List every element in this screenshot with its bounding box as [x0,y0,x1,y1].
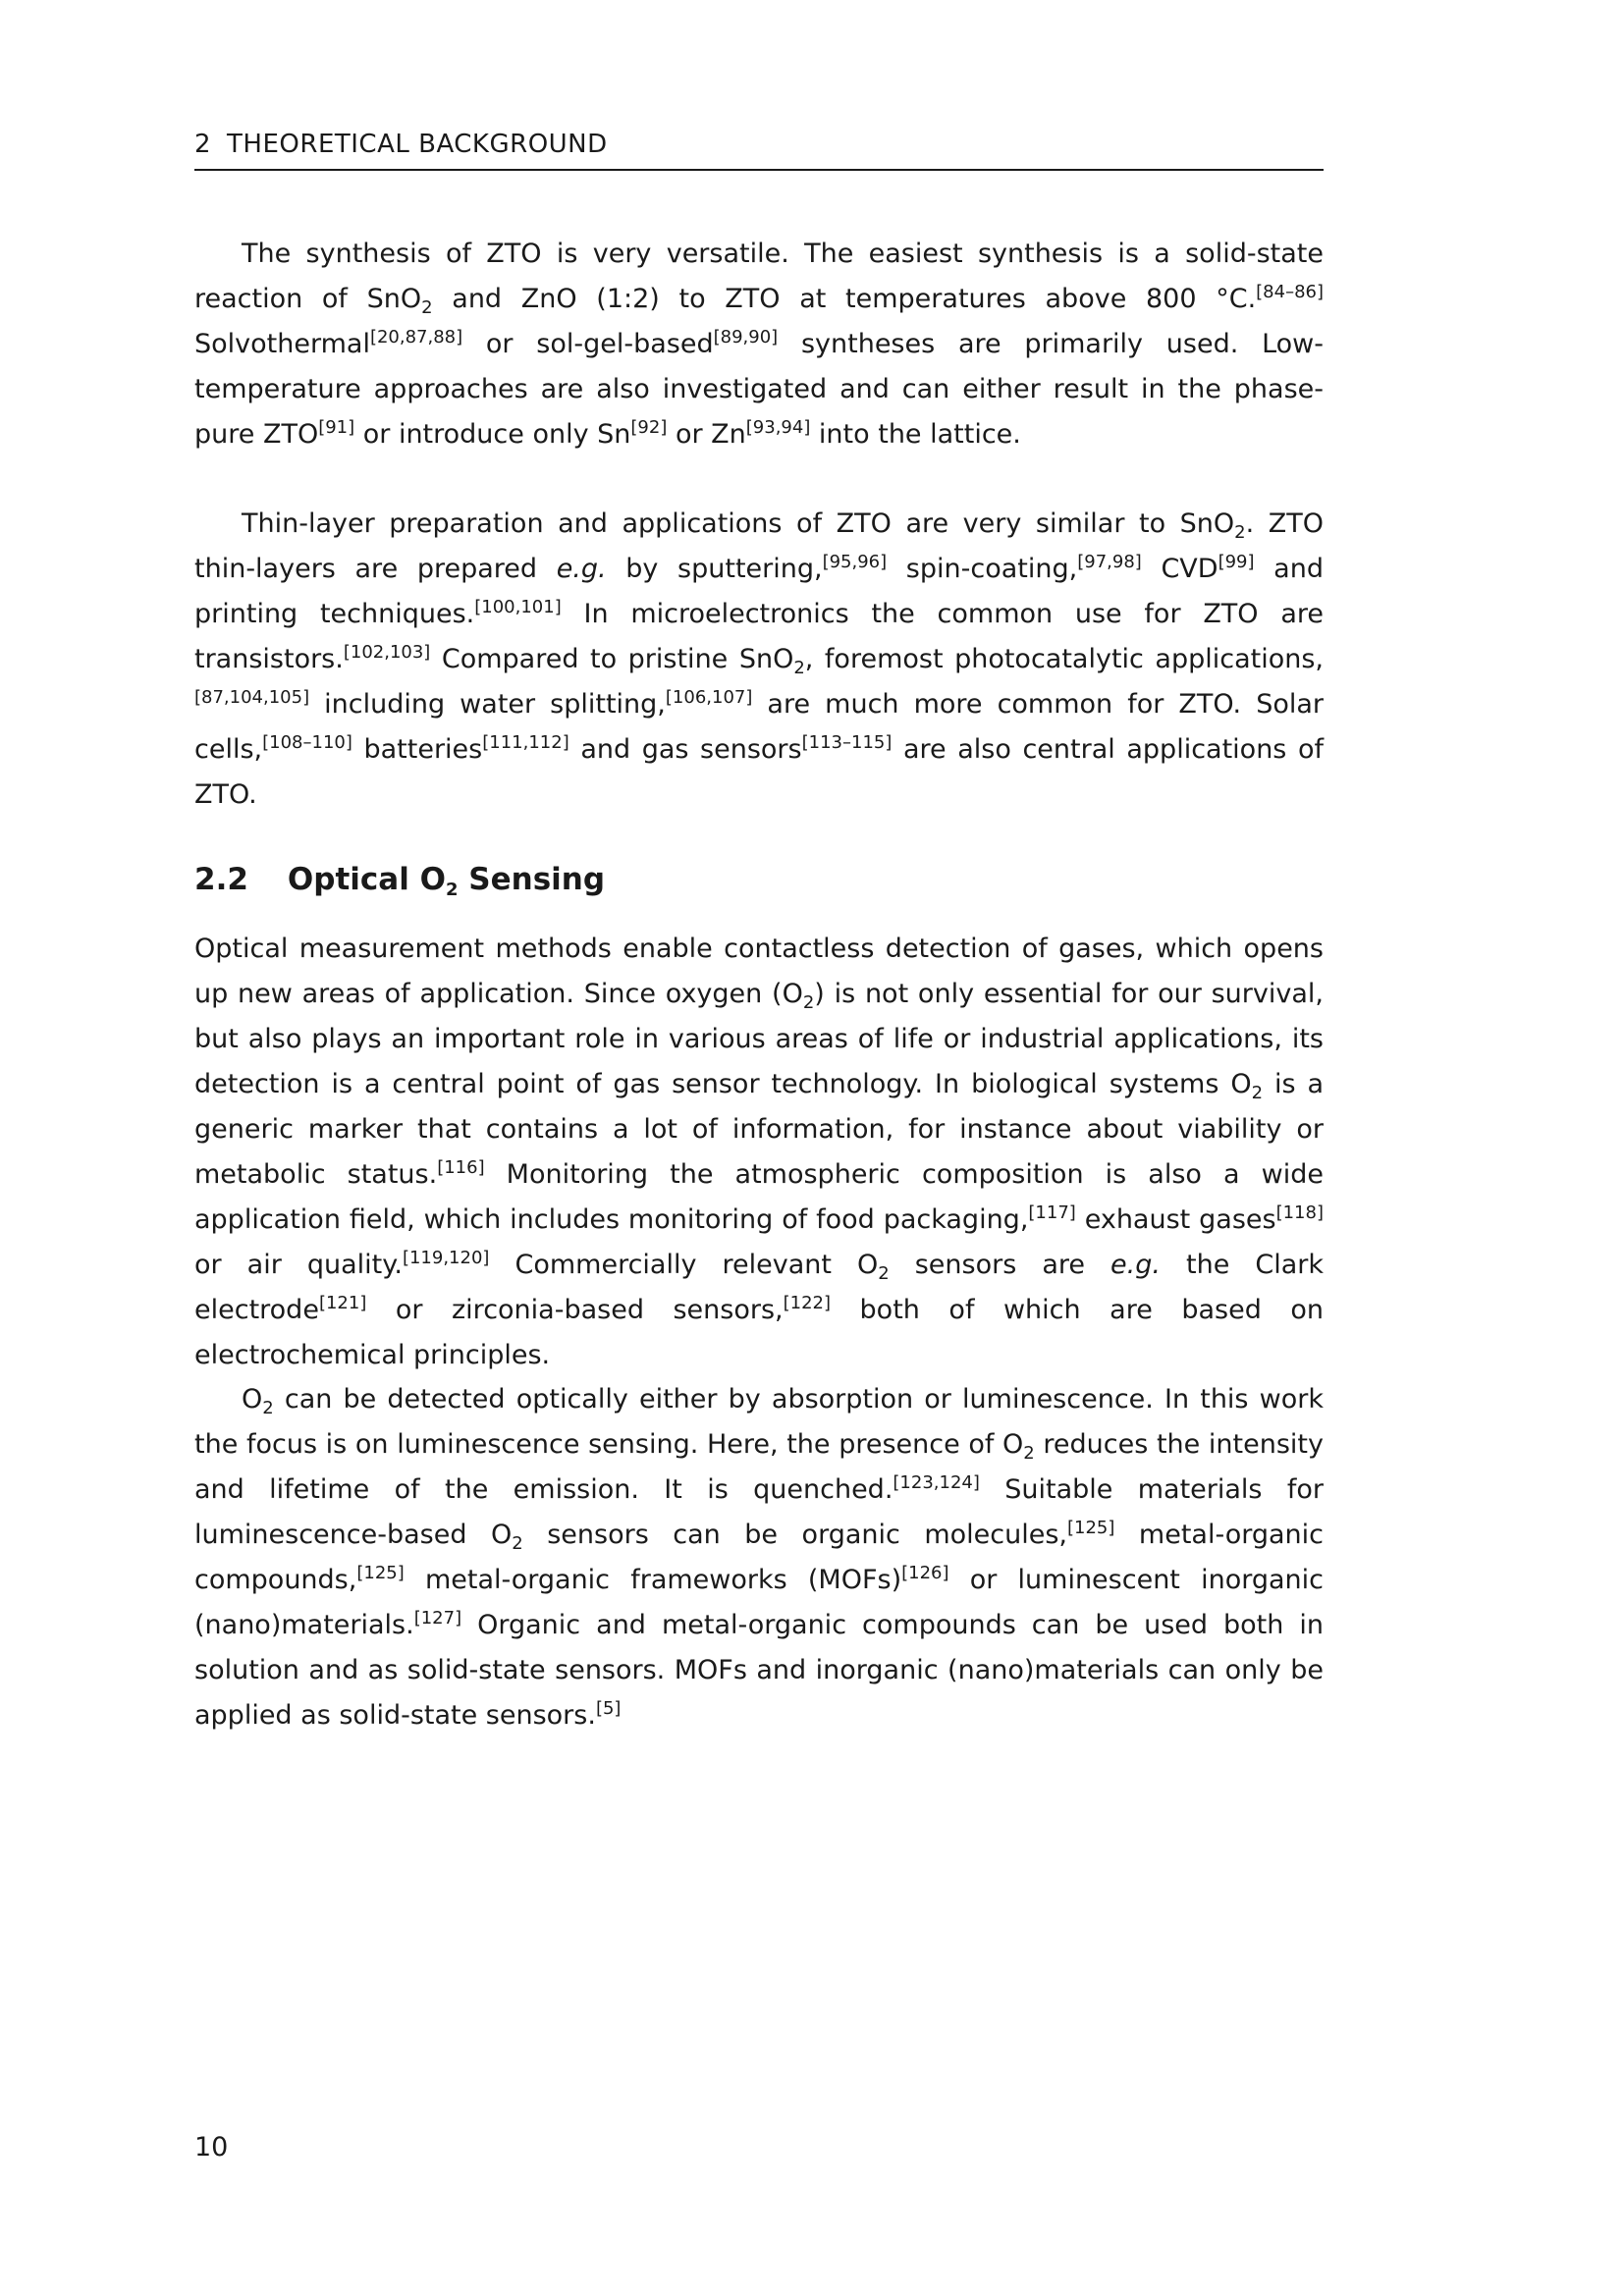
citation: [108–110] [262,732,352,753]
paragraph-text: Thin-layer preparation and applications of ZTO are very similar to SnO$_2$. ZTO thin-layers are prepared e.g. by sputtering,[95,96] spin-coating,[97,98] CVD[99] and printing techniques.[100,101] In microelectronics the common use for ZTO are transistors.[102,103] Compared to pristine SnO$_2$, foremost photocatalytic applications,[87,104,105] including water splitting,[106,107] are much more common for ZTO. Solar cells,[108–110] batteries[111,112] and gas sensors[113–115] are also central applications of ZTO. [194,508,1325,810]
citation: [127] [413,1608,462,1629]
citation: [100,101] [474,597,562,617]
citation: [126] [901,1563,949,1583]
paragraph-text: The synthesis of ZTO is very versatile. The easiest synthesis is a solid-state reaction of SnO$_2$ and ZnO (1:2) to ZTO at temperatures above 800 °C.[84–86] Solvothermal[20,87,88] or sol-gel-based[89,90] syntheses are primarily used. Low-temperature approaches are also investigated and can either result in the phase-pure ZTO[91] or introduce only Sn[92] or Zn[93,94] into the lattice. [194,239,1325,450]
paragraph-optical-measurement [194,927,1324,1378]
paragraph-text: Optical measurement methods enable contactless detection of gases, which opens up new areas of application. Since oxygen $(O_2)$ is not only essential for our survival, but also plays an important role in various areas of life or industrial applications, its detection is a central point of gas sensor technology. In biological systems $O_2$ is a generic marker that contains a lot of information, for instance about viability or metabolic status.[116] Monitoring the atmospheric composition is also a wide application field, which includes monitoring of food packaging,[117] exhaust gases[118] or air quality.[119,120] Commercially relevant $O_2$ sensors are e.g. the Clark electrode[121] or zirconia-based sensors,[122] both of which are based on electrochemical principles. [194,934,1325,1370]
citation: [123,124] [893,1472,980,1493]
citation: [87,104,105] [194,687,310,708]
citation: [106,107] [665,687,753,708]
citation: [119,120] [402,1248,490,1268]
chapter-number: 2 [194,130,212,159]
page-number: 10 [194,2132,229,2163]
chapter-title: THEORETICAL BACKGROUND [227,130,608,159]
citation: [93,94] [745,417,811,438]
citation: [102,103] [343,642,431,663]
running-header [194,130,1324,171]
citation: [89,90] [713,327,779,347]
citation: [111,112] [482,732,569,753]
citation: [116] [437,1157,485,1178]
citation: [117] [1028,1202,1076,1223]
citation: [122] [783,1293,832,1313]
citation: [118] [1275,1202,1324,1223]
paragraph-zto-thin-layers [194,502,1324,818]
citation: [125] [1067,1518,1115,1538]
citation: [20,87,88] [369,327,463,347]
citation: [95,96] [822,552,888,572]
citation: [84–86] [1256,282,1325,302]
paragraph-text: $O_2$ can be detected optically either by absorption or luminescence. In this work the focus is on luminescence sensing. Here, the presence of $O_2$ reduces the intensity and lifetime of the emission. It is quenched.[123,124] Suitable materials for luminescence-based $O_2$ sensors can be organic molecules,[125] metal-organic compounds,[125] metal-organic frameworks (MOFs)[126] or luminescent inorganic (nano)materials.[127] Organic and metal-organic compounds can be used both in solution and as solid-state sensors. MOFs and inorganic (nano)materials can only be applied as solid-state sensors.[5] [194,1384,1324,1731]
citation: [97,98] [1077,552,1142,572]
paragraph-luminescence-sensing [194,1377,1324,1738]
paragraph-zto-synthesis [194,232,1324,457]
citation: [113–115] [801,732,893,753]
section-heading: 2.2 Optical $O_2$ Sensing [194,862,606,900]
citation: [125] [356,1563,405,1583]
citation: [92] [630,417,668,438]
citation: [5] [595,1698,622,1719]
citation: [121] [318,1293,367,1313]
citation: [99] [1218,552,1255,572]
citation: [91] [318,417,355,438]
section-number: 2.2 [194,862,248,897]
